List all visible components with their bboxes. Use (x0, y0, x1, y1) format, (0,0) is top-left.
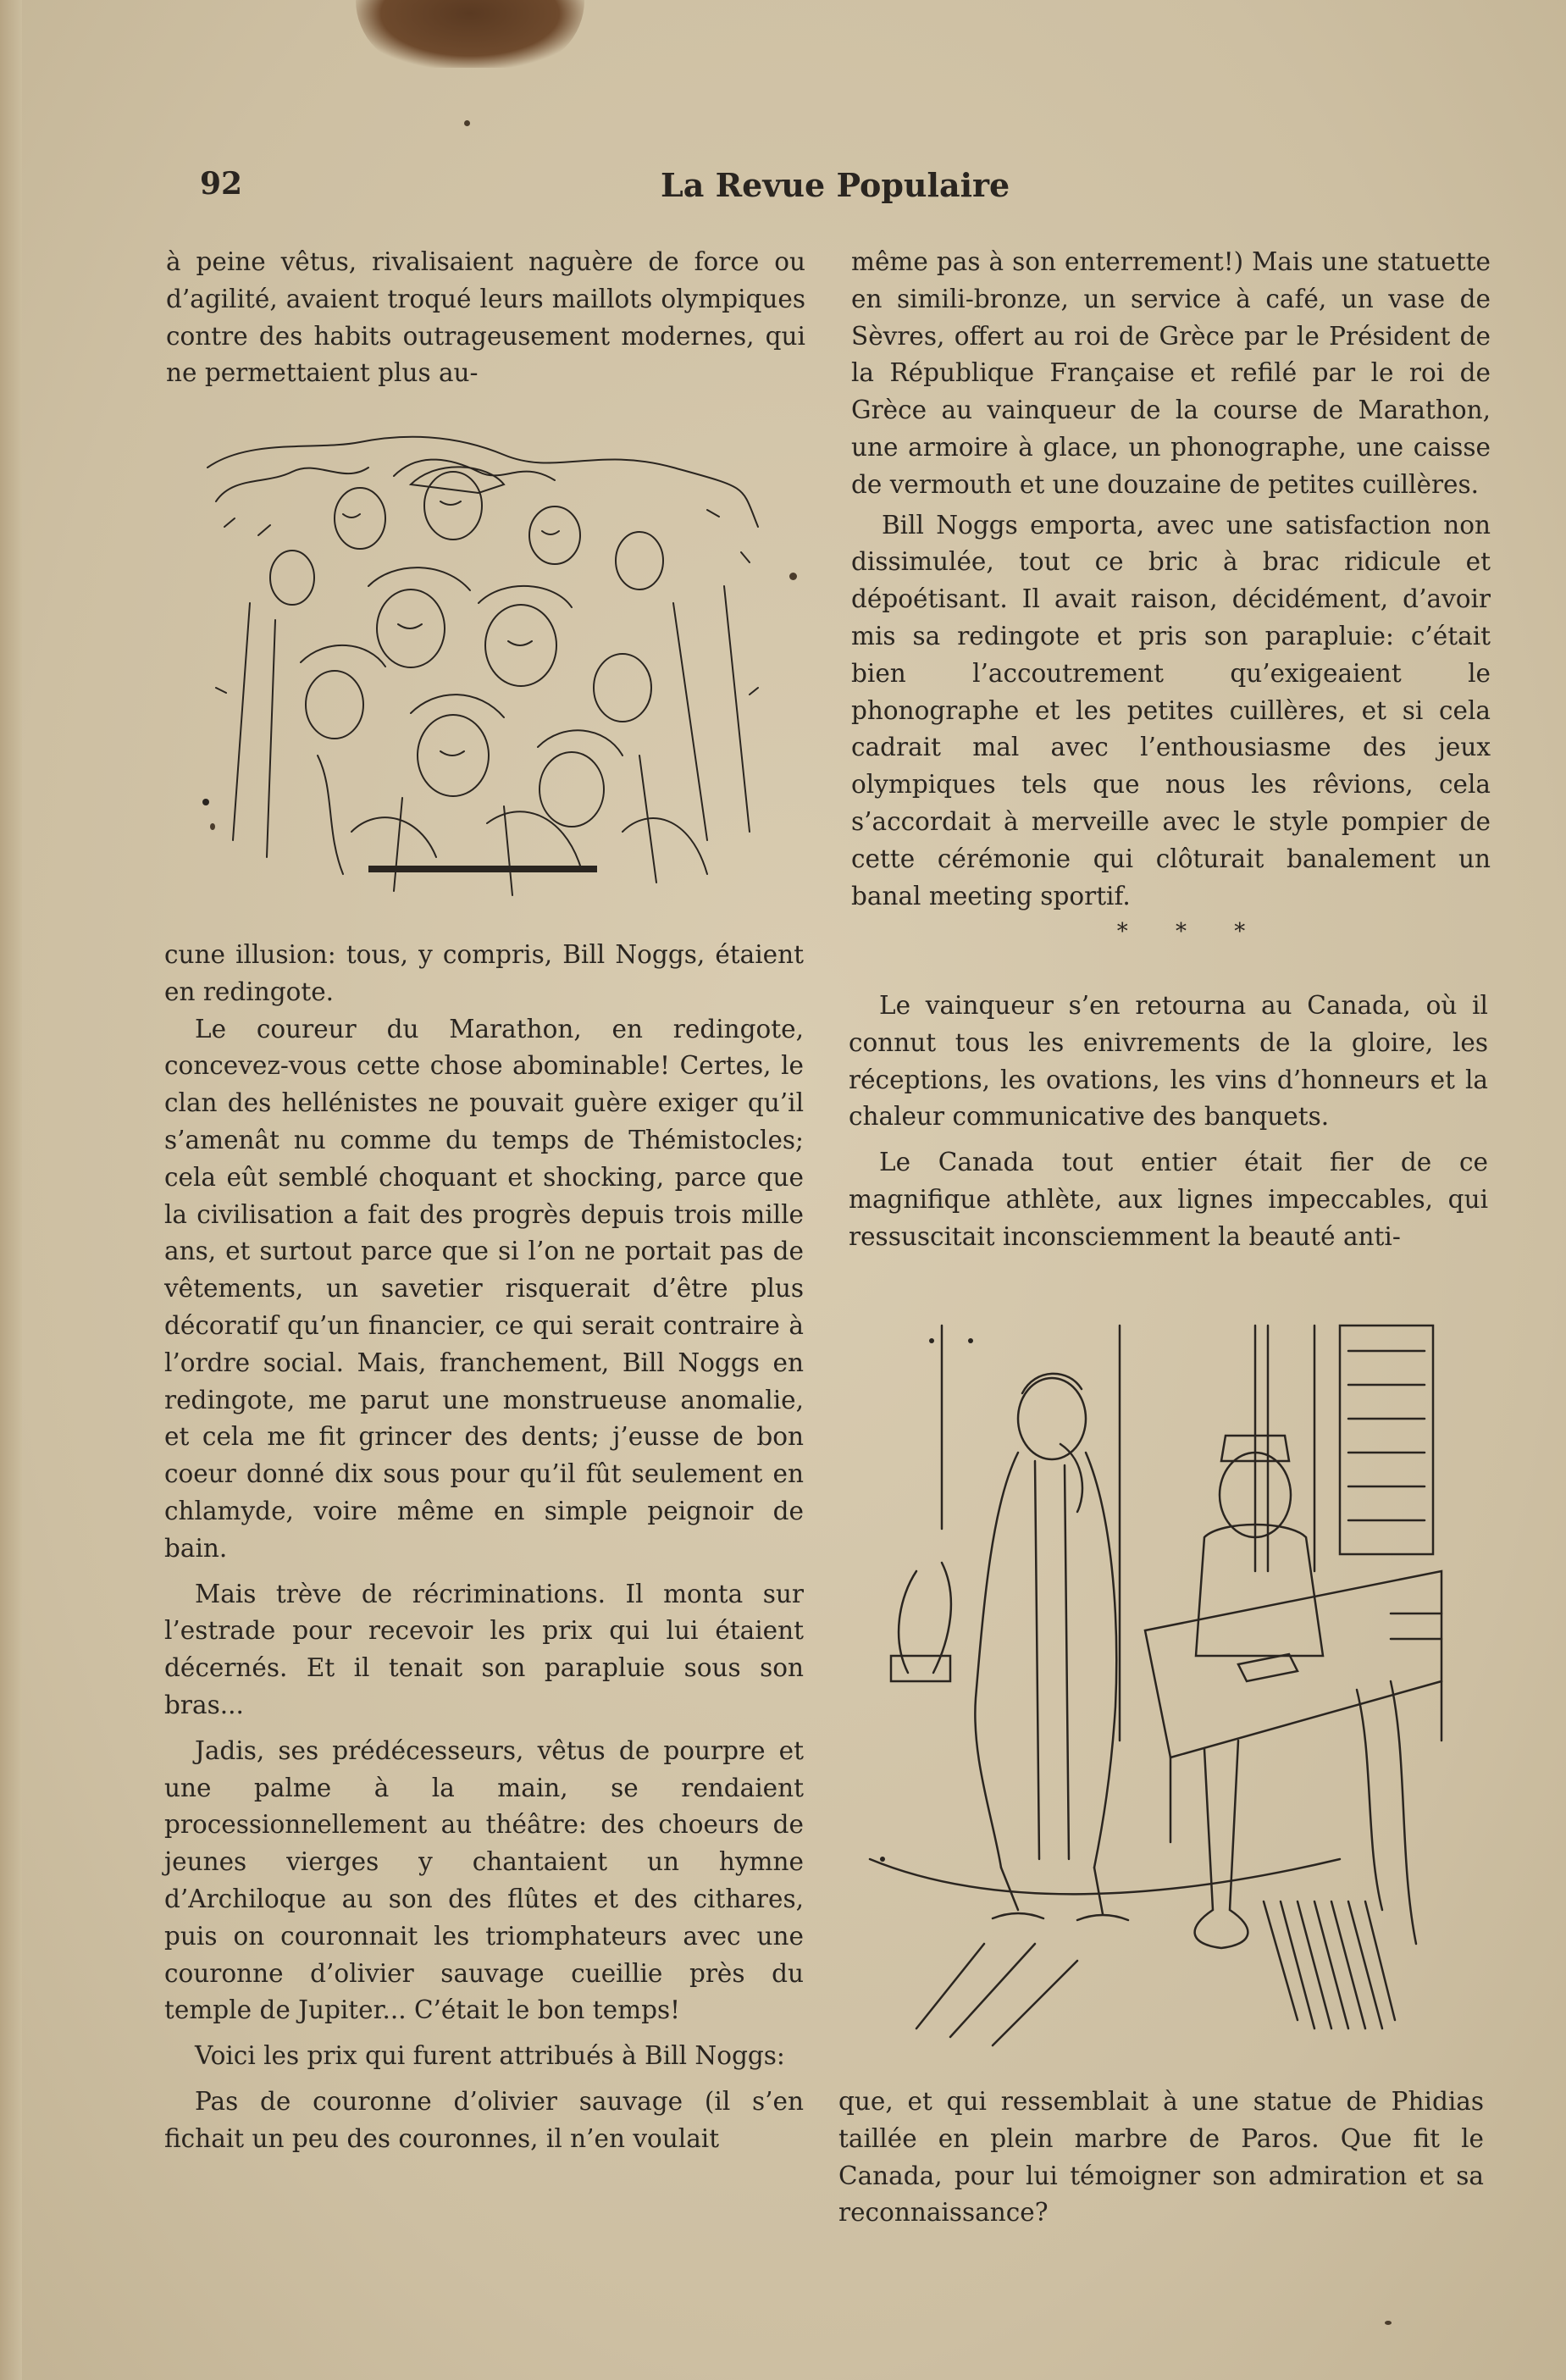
ticket-office-illustration (866, 1317, 1450, 2062)
paragraph: cune illusion: tous, y compris, Bill Noggs, étaient en redingote. (164, 940, 804, 1006)
paragraph: Le Canada tout entier était fier de ce magnifique athlète, aux lignes impeccables, qui ressuscitait inconsciemment la beauté anti- (849, 1148, 1488, 1251)
paragraph: Le vainqueur s’en retourna au Canada, où il connut tous les enivrements de la gloire, les réceptions, les ovations, les vins d’honneurs et la chaleur communicative des banquets. (849, 991, 1488, 1132)
paragraph: que, et qui ressemblait à une statue de Phidias taillée en plein marbre de Paros. Que fit le Canada, pour lui témoigner son admiration et sa reconnaissance? (838, 2087, 1484, 2228)
right-column-middle (849, 988, 1488, 1256)
right-column-top (851, 244, 1491, 949)
paragraph: Bill Noggs emporta, avec une satisfaction non dissimulée, tout ce bric à brac ridicule et dépoétisant. Il avait raison, décidément, d’avoir mis sa redingote et pris son parapluie: c’était bien l’accoutrement qu’exigeaient le phonographe et les petites cuillères, et si cela cadrait mal avec l’enthousiasme des jeux olympiques tels que nous les rêvions, cela s’accordait à merveille avec le style pompier de cette cérémonie qui clôturait banalement un banal meeting sportif. (851, 510, 1491, 910)
crowd-sketch-illustration (199, 434, 783, 904)
publication-title: La Revue Populaire (661, 166, 1010, 204)
paragraph: Pas de couronne d’olivier sauvage (il s’en fichait un peu des couronnes, il n’en voulait (164, 2086, 804, 2153)
right-column-bottom (838, 2084, 1484, 2232)
section-separator: * * * (1116, 919, 1266, 945)
paragraph: à peine vêtus, rivalisaient naguère de force ou d’agilité, avaient troqué leurs maillots olympiques contre des habits outrageusement modernes, qui ne permettaient plus au- (166, 247, 805, 388)
paragraph: Voici les prix qui furent attribués à Bill Noggs: (195, 2041, 785, 2071)
page-header (200, 166, 1496, 217)
left-column-top (166, 244, 805, 392)
paragraph: même pas à son enterrement!) Mais une statuette en simili-bronze, un service à café, un vase de Sèvres, offert au roi de Grèce par le Président de la République Française et refilé par le roi de Grèce au vainqueur de la course de Marathon, une armoire à glace, un phonographe, une caisse de vermouth et une douzaine de petites cuillères. (851, 247, 1491, 499)
left-column-bottom (164, 937, 804, 2158)
paragraph: Mais trève de récriminations. Il monta sur l’estrade pour recevoir les prix qui lui étaient décernés. Et il tenait son parapluie sous son bras... (164, 1579, 804, 1719)
paragraph: Le coureur du Marathon, en redingote, concevez-vous cette chose abominable! Certes, le clan des hellénistes ne pouvait guère exiger qu’il s’amenât nu comme du temps de Thémistocles; cela eût semblé choquant et shocking, parce que la civilisation a fait des progrès depuis trois mille ans, et surtout parce que si l’on ne portait pas de vêtements, un savetier risquerait d’être plus décoratif qu’un financier, ce qui serait contraire à l’ordre social. Mais, franchement, Bill Noggs en redingote, me parut une monstrueuse anomalie, et cela me fit grincer des dents; j’eusse de bon coeur donné dix sous pour qu’il fût seulement en chlamyde, voire même en simple peignoir de bain. (164, 1014, 804, 1563)
ink-stain (356, 0, 584, 68)
page-edge (0, 0, 22, 2380)
paragraph: Jadis, ses prédécesseurs, vêtus de pourpre et une palme à la main, se rendaient processionnellement au théâtre: des choeurs de jeunes vierges y chantaient un hymne d’Archiloque au son des flûtes et des cithares, puis on couronnait les triomphateurs avec une couronne d’olivier sauvage cueillie près du temple de Jupiter... C’était le bon temps! (164, 1735, 804, 2025)
page-number: 92 (200, 166, 243, 202)
